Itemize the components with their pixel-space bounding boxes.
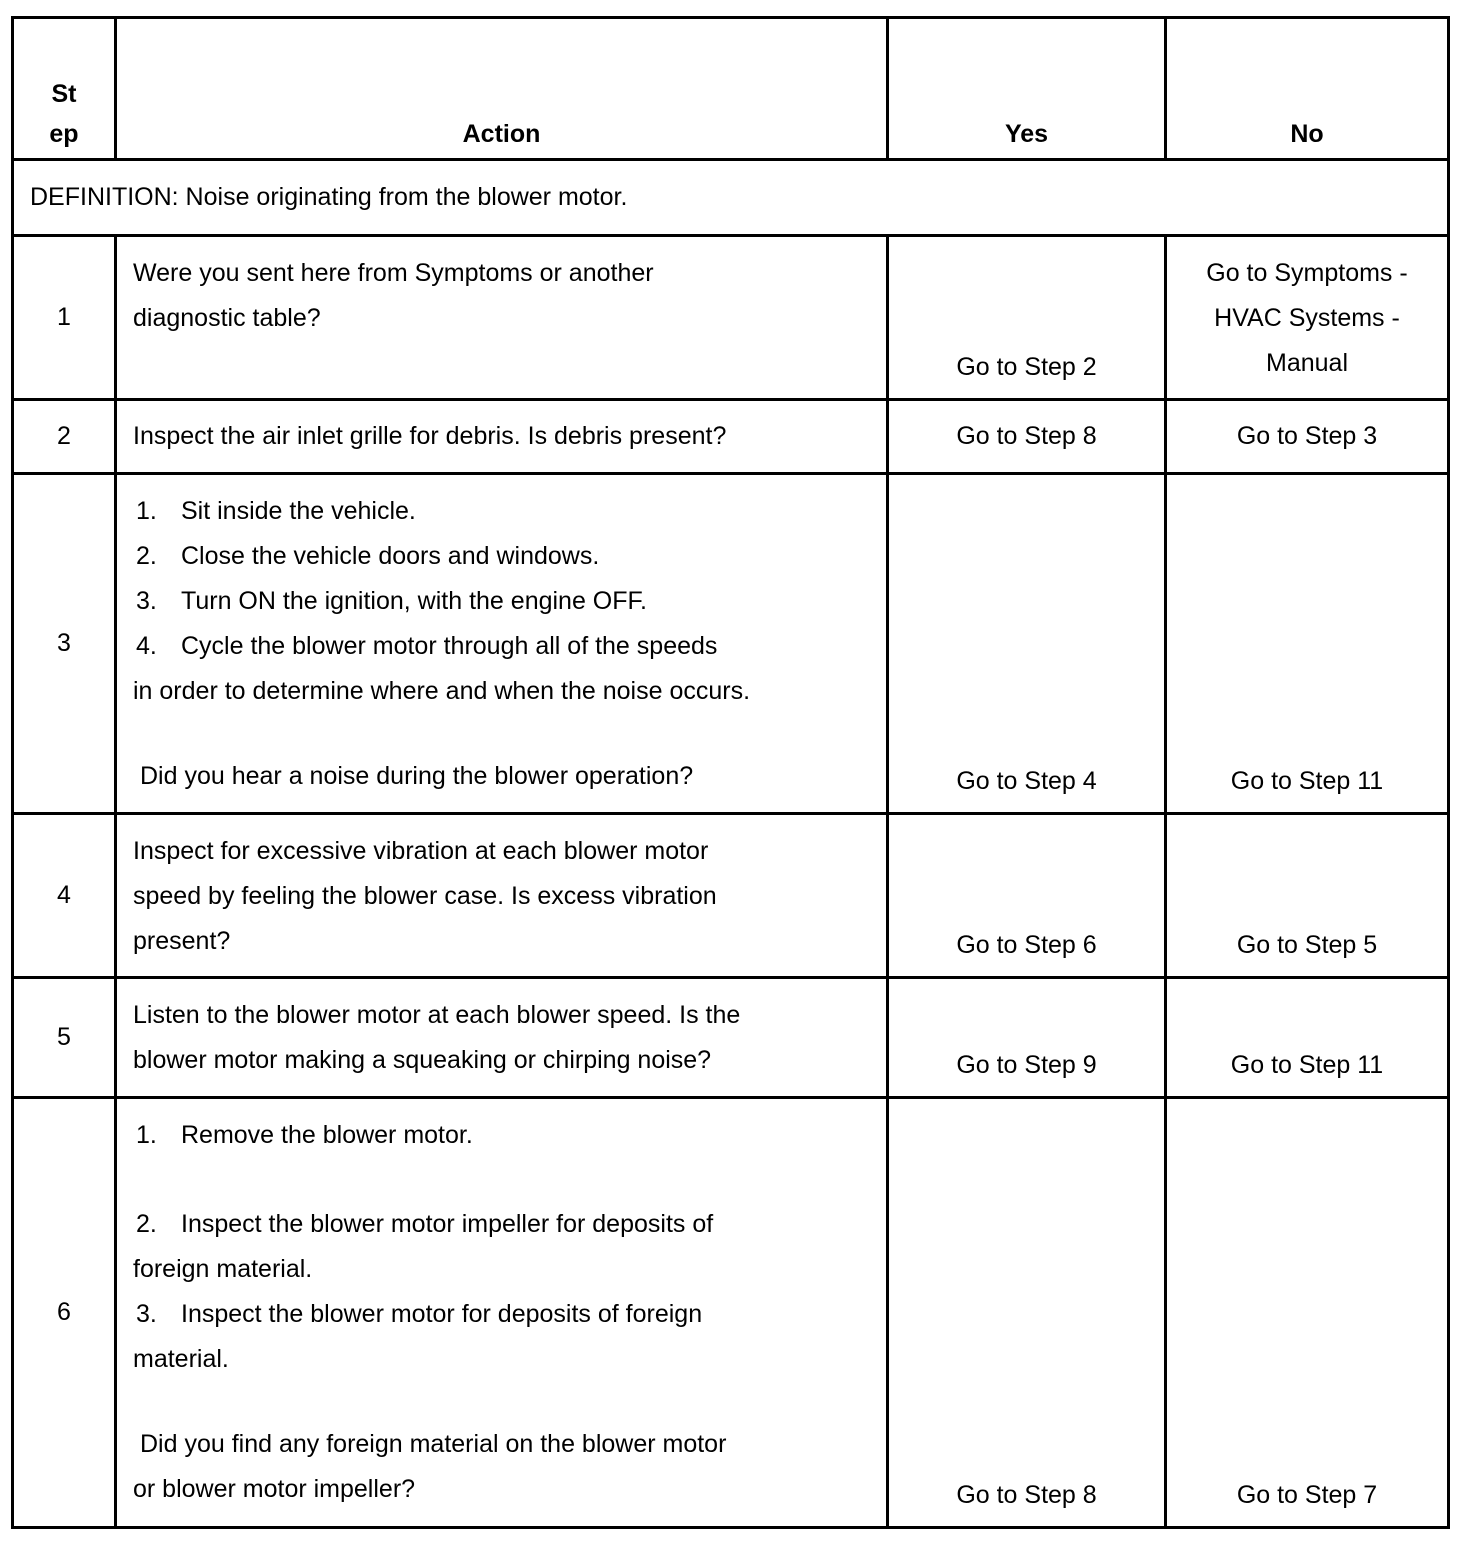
no-line: HVAC Systems -: [1214, 304, 1400, 332]
step-header-line1: St: [51, 80, 77, 108]
diagnostic-table: [11, 16, 1450, 1529]
step-number: 1: [13, 236, 116, 400]
yes-column-header: Yes: [888, 18, 1166, 160]
table-row-step-1: [13, 236, 1449, 400]
list-item: 1. Sit inside the vehicle.: [136, 497, 416, 525]
action-line: present?: [133, 927, 231, 955]
yes-cell: Go to Step 8: [888, 400, 1166, 474]
action-cell: [116, 1098, 888, 1528]
no-column-header: No: [1166, 18, 1449, 160]
action-cell: [116, 978, 888, 1098]
step-header-line2: ep: [49, 120, 79, 148]
action-cell: [116, 236, 888, 400]
no-cell: Go to Step 7: [1166, 1098, 1449, 1528]
list-item: 4. Cycle the blower motor through all of the speeds: [136, 632, 718, 660]
yes-cell: Go to Step 4: [888, 474, 1166, 814]
no-cell: Go to Step 5: [1166, 814, 1449, 978]
list-item: 2. Inspect the blower motor impeller for deposits of: [136, 1210, 714, 1238]
question-line: Did you find any foreign material on the blower motor: [140, 1430, 727, 1458]
table-row-step-5: [13, 978, 1449, 1098]
no-cell: [1166, 236, 1449, 400]
no-cell: Go to Step 11: [1166, 978, 1449, 1098]
action-cell: [116, 400, 888, 474]
action-line: speed by feeling the blower case. Is excess vibration: [133, 882, 717, 910]
table-row-step-2: [13, 400, 1449, 474]
definition-row: [13, 160, 1449, 236]
no-line: Go to Symptoms -: [1206, 259, 1408, 287]
list-item: 3. Turn ON the ignition, with the engine OFF.: [136, 587, 647, 615]
question-line: or blower motor impeller?: [133, 1475, 416, 1503]
continuation-line: material.: [133, 1345, 229, 1373]
table-row-step-4: [13, 814, 1449, 978]
yes-cell: Go to Step 9: [888, 978, 1166, 1098]
question-line: Did you hear a noise during the blower operation?: [140, 762, 694, 790]
action-line: Listen to the blower motor at each blower speed. Is the: [133, 1001, 741, 1029]
list-item: 1. Remove the blower motor.: [136, 1121, 473, 1149]
definition-text: DEFINITION: Noise originating from the blower motor.: [13, 160, 1449, 236]
table-row-step-3: [13, 474, 1449, 814]
action-line: Were you sent here from Symptoms or another: [133, 259, 654, 287]
yes-cell: Go to Step 6: [888, 814, 1166, 978]
step-column-header: [13, 18, 116, 160]
step-number: 4: [13, 814, 116, 978]
continuation-line: foreign material.: [133, 1255, 313, 1283]
continuation-line: in order to determine where and when the noise occurs.: [133, 677, 751, 705]
step-number: 6: [13, 1098, 116, 1528]
action-line: blower motor making a squeaking or chirping noise?: [133, 1046, 712, 1074]
list-item: 2. Close the vehicle doors and windows.: [136, 542, 600, 570]
list-item: 3. Inspect the blower motor for deposits of foreign: [136, 1300, 703, 1328]
action-cell: [116, 474, 888, 814]
step-number: 5: [13, 978, 116, 1098]
action-line: Inspect for excessive vibration at each blower motor: [133, 837, 709, 865]
header-row: [13, 18, 1449, 160]
table-row-step-6: [13, 1098, 1449, 1528]
action-line: diagnostic table?: [133, 304, 321, 332]
action-line: Inspect the air inlet grille for debris. Is debris present?: [133, 422, 727, 450]
step-number: 2: [13, 400, 116, 474]
no-line: Manual: [1266, 349, 1348, 377]
yes-cell: Go to Step 8: [888, 1098, 1166, 1528]
action-cell: [116, 814, 888, 978]
step-number: 3: [13, 474, 116, 814]
no-cell: Go to Step 11: [1166, 474, 1449, 814]
action-column-header: Action: [116, 18, 888, 160]
no-cell: Go to Step 3: [1166, 400, 1449, 474]
yes-cell: Go to Step 2: [888, 236, 1166, 400]
